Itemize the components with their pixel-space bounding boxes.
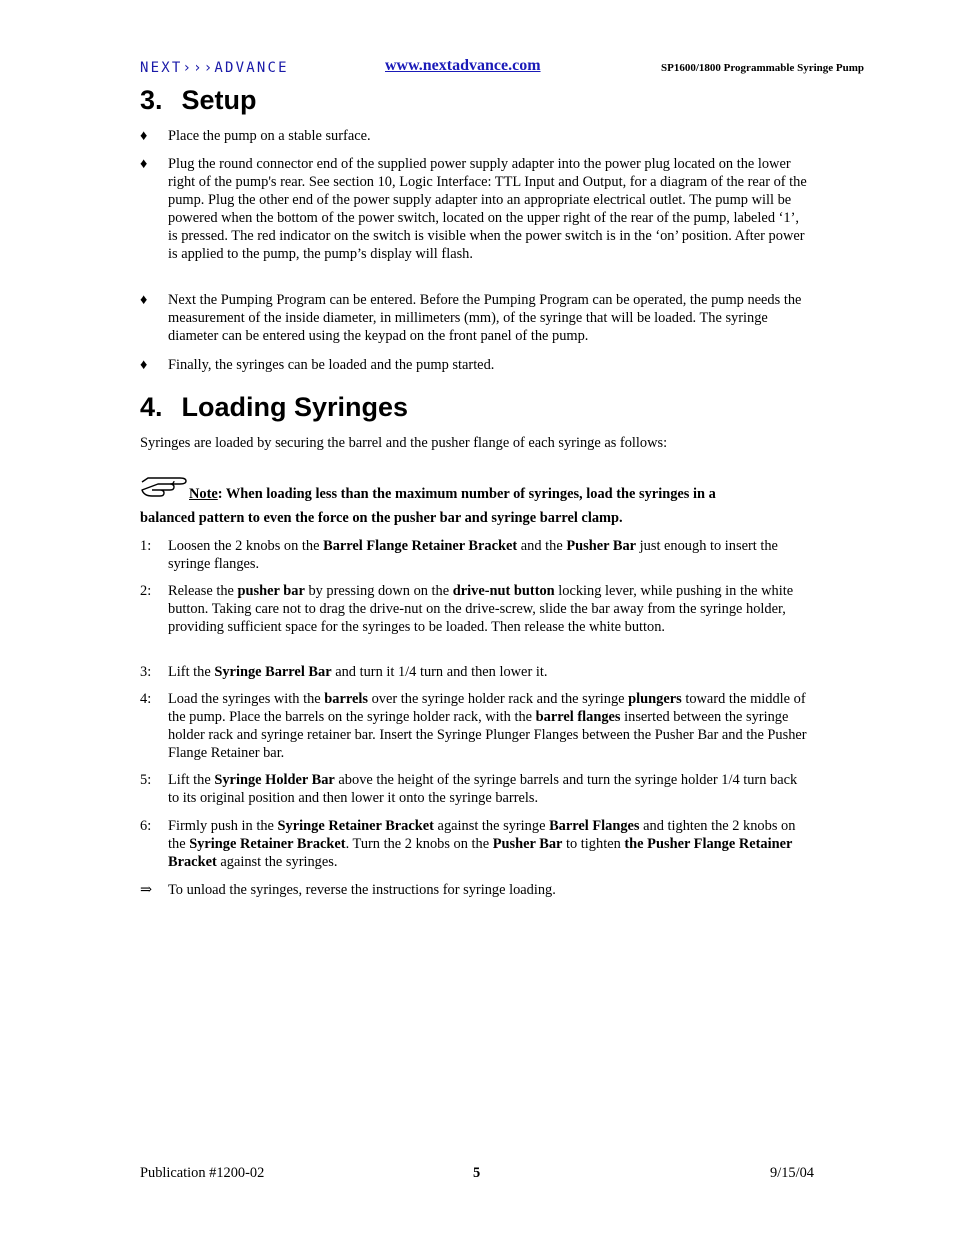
note-text: : When loading less than the maximum number of syringes, load the syringes in a	[217, 486, 716, 502]
text-run: Lift the	[168, 772, 215, 788]
product-name: SP1600/1800 Programmable Syringe Pump	[661, 62, 864, 74]
section-title: Setup	[181, 85, 257, 115]
bold-term: barrels	[324, 691, 368, 707]
setup-bullet-2	[140, 155, 808, 263]
section-heading-setup	[140, 85, 257, 116]
pointing-hand-icon	[140, 472, 188, 500]
text-run: just enough to insert the syringe flanges.	[168, 538, 778, 572]
bullet-text: Place the pump on a stable surface.	[168, 128, 371, 144]
text-run: toward the middle of the pump. Place the barrels on the syringe holder rack, with the	[168, 691, 806, 725]
step-number: 4:	[140, 691, 152, 707]
text-run: against the syringes.	[216, 854, 338, 870]
text-run: locking lever, while pushing in the white button. Taking care not to drag the drive-nut on the drive-screw, slide the bar away from the syringe holder, providing sufficient space for the syringes to be loaded. Then release the white button.	[168, 583, 794, 635]
website-link[interactable]: www.nextadvance.com	[385, 57, 541, 74]
bold-term: Barrel Flanges	[549, 818, 640, 834]
text-run: Firmly push in the	[168, 818, 278, 834]
bold-term: Barrel Flange Retainer Bracket	[323, 538, 518, 554]
setup-bullet-3	[140, 291, 808, 345]
text-run: inserted between the syringe holder rack and syringe retainer bar. Insert the Syringe Plunger Flanges between the Pusher Bar and the Pusher Flange Retainer bar.	[168, 709, 807, 761]
bold-term: Syringe Retainer Bracket	[277, 818, 434, 834]
diamond-bullet-icon: ♦	[140, 357, 148, 373]
loading-step-1	[140, 537, 808, 573]
bold-term: drive-nut button	[452, 583, 555, 599]
step-number: ⇒	[140, 882, 153, 898]
text-run: To unload the syringes, reverse the instructions for syringe loading.	[168, 882, 556, 898]
loading-step-7	[140, 881, 808, 899]
step-text	[168, 817, 808, 871]
text-run: and the	[517, 538, 567, 554]
page-header	[140, 58, 864, 80]
loading-step-5	[140, 771, 808, 807]
step-text	[168, 663, 808, 681]
bold-term: plungers	[628, 691, 682, 707]
note-line-2: balanced pattern to even the force on the pusher bar and syringe barrel clamp.	[140, 510, 623, 526]
bullet-text: Next the Pumping Program can be entered. Before the Pumping Program can be operated, the pump needs the measurement of the inside diameter, in millimeters (mm), of the syringe that will be loaded. The syringe diameter can be entered using the keypad on the front panel of the pump.	[168, 292, 802, 344]
publication-number: Publication #1200-02	[140, 1165, 265, 1181]
text-run: Load the syringes with the	[168, 691, 325, 707]
text-run: Release the	[168, 583, 238, 599]
text-run: Loosen the 2 knobs on the	[168, 538, 324, 554]
bullet-text: Plug the round connector end of the supplied power supply adapter into the power plug located on the lower right of the pump's rear. See section 10, Logic Interface: TTL Input and Output, for a diagram of the rear of the pump. Plug the other end of the power supply adapter into an appropriate electrical outlet. The pump will be powered when the bottom of the power switch, located on the upper right of the rear of the pump, labeled ‘1’, is pressed. The red indicator on the switch is visible when the power switch is in the ‘on’ position. After power is applied to the pump, the pump’s display will flash.	[168, 156, 807, 262]
loading-step-6	[140, 817, 808, 871]
loading-intro: Syringes are loaded by securing the barrel and the pusher flange of each syringe as follows:	[140, 435, 668, 451]
step-number: 5:	[140, 772, 152, 788]
text-run: and tighten the 2 knobs on the	[168, 818, 796, 852]
loading-step-2	[140, 582, 808, 636]
diamond-bullet-icon: ♦	[140, 292, 148, 308]
step-number: 1:	[140, 538, 152, 554]
step-number: 6:	[140, 818, 152, 834]
step-text	[168, 881, 808, 899]
bold-term: barrel flanges	[535, 709, 621, 725]
step-text	[168, 582, 808, 636]
note-label: Note	[189, 486, 218, 502]
bold-term: Pusher Bar	[492, 836, 563, 852]
bold-term: pusher bar	[237, 583, 305, 599]
setup-bullet-4	[140, 356, 808, 374]
text-run: against the syringe	[433, 818, 550, 834]
bold-term: the Pusher Flange Retainer Bracket	[168, 836, 793, 870]
bold-term: Syringe Retainer Bracket	[189, 836, 346, 852]
bold-term: Syringe Barrel Bar	[214, 664, 332, 680]
text-run: Lift the	[168, 664, 215, 680]
text-run: by pressing down on the	[304, 583, 453, 599]
step-number: 3:	[140, 664, 152, 680]
step-text	[168, 690, 808, 762]
text-run: . Turn the 2 knobs on the	[345, 836, 493, 852]
bullet-text: Finally, the syringes can be loaded and the pump started.	[168, 357, 495, 373]
page-number: 5	[473, 1165, 481, 1181]
section-number: 3.	[140, 85, 163, 115]
section-title: Loading Syringes	[181, 392, 409, 422]
text-run: above the height of the syringe barrels and turn the syringe holder 1/4 turn back to its original position and then lower it onto the syringe barrels.	[168, 772, 798, 806]
step-text	[168, 537, 808, 573]
diamond-bullet-icon: ♦	[140, 156, 148, 172]
loading-step-4	[140, 690, 808, 762]
diamond-bullet-icon: ♦	[140, 128, 148, 144]
bold-term: Pusher Bar	[566, 538, 637, 554]
text-run: over the syringe holder rack and the syringe	[367, 691, 629, 707]
section-number: 4.	[140, 392, 163, 422]
brand-logo: NEXT›››ADVANCE	[140, 60, 289, 76]
text-run: to tighten	[562, 836, 625, 852]
text-run: and turn it 1/4 turn and then lower it.	[331, 664, 548, 680]
bold-term: Syringe Holder Bar	[214, 772, 335, 788]
publication-date: 9/15/04	[770, 1165, 814, 1181]
loading-step-3	[140, 663, 808, 681]
section-heading-loading	[140, 392, 408, 423]
note-line-1	[189, 486, 716, 503]
setup-bullet-1	[140, 127, 808, 145]
step-number: 2:	[140, 583, 152, 599]
step-text	[168, 771, 808, 807]
